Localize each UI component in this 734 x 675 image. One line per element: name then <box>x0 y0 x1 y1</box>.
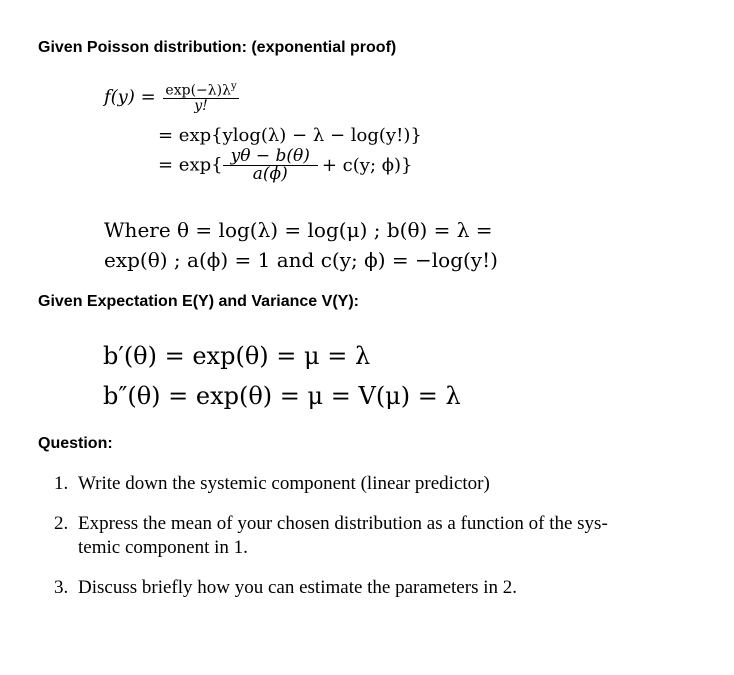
section-heading-poisson: Given Poisson distribution: (exponential proof) <box>38 39 397 56</box>
question-item-3 <box>54 576 608 600</box>
f-numerator-exponent: y <box>230 81 237 92</box>
line3-denominator: a(ϕ) <box>252 164 288 184</box>
f-fraction <box>163 82 238 113</box>
question-number: 2. <box>54 513 69 534</box>
f-lhs: f(y) = <box>104 86 156 108</box>
question-item-1 <box>54 472 608 496</box>
question-item-2 <box>54 512 608 560</box>
section-heading-question: Question: <box>38 435 113 452</box>
line3-prefix: = exp{ <box>158 154 223 176</box>
question-text-continued: temic component in 1. <box>78 537 248 558</box>
line3-numerator: yθ − b(θ) <box>223 148 318 166</box>
line3-fraction <box>223 148 318 183</box>
question-text: Discuss briefly how you can estimate the parameters in 2. <box>78 577 517 598</box>
formula-line-2: = exp{ylog(λ) − λ − log(y!)} <box>158 125 422 146</box>
question-number: 3. <box>54 577 69 598</box>
f-denominator: y! <box>194 97 208 114</box>
where-line-1: Where θ = log(λ) = log(μ) ; b(θ) = λ = <box>104 218 493 242</box>
formula-f-of-y <box>104 82 239 113</box>
derivative-first: b′(θ) = exp(θ) = μ = λ <box>103 342 371 370</box>
where-line-2: exp(θ) ; a(ϕ) = 1 and c(y; ϕ) = −log(y!) <box>104 248 498 272</box>
question-number: 1. <box>54 473 69 494</box>
formula-line-3 <box>158 148 412 183</box>
question-text: Express the mean of your chosen distribution as a function of the sys- <box>78 513 608 534</box>
question-text: Write down the systemic component (linear predictor) <box>78 473 490 494</box>
derivative-second: b″(θ) = exp(θ) = μ = V(μ) = λ <box>103 382 461 410</box>
line3-suffix: + c(y; ϕ)} <box>321 154 413 176</box>
f-numerator <box>163 82 238 99</box>
section-heading-expectation: Given Expectation E(Y) and Variance V(Y): <box>38 293 359 310</box>
question-list <box>54 472 608 600</box>
f-numerator-base: exp(−λ)λ <box>165 82 231 99</box>
